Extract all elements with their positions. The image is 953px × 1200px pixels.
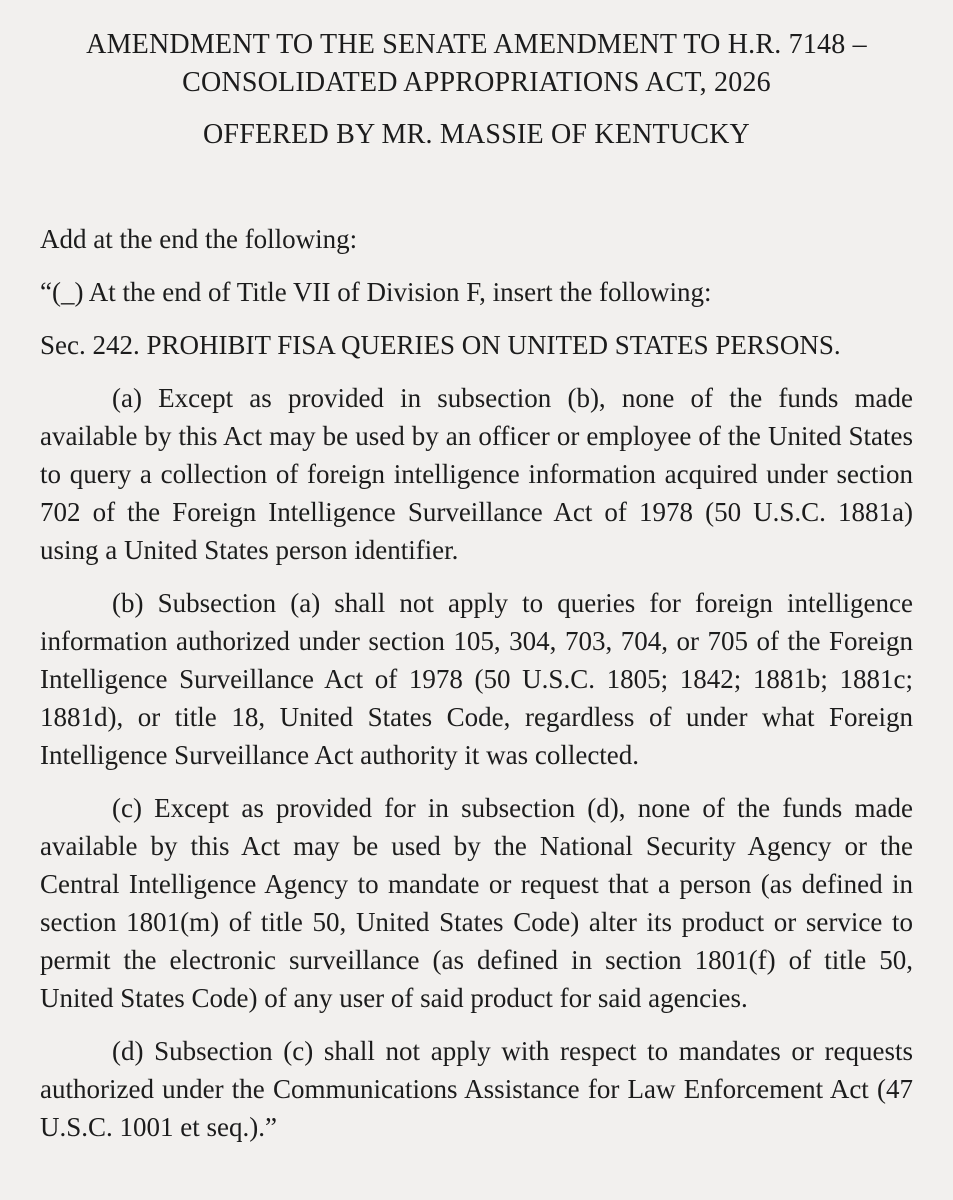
subsection-b-paragraph: (b) Subsection (a) shall not apply to queries for foreign intelligence information authorized under section 105, 304, 703, 704, or 705 of the Foreign Intelligence Surveillance Act of 1978 (50 U.S.C. 1805; 1842; 1881b; 1881c; 1881d), or title 18, United States Code, regardless of under what Foreign Intelligence Surveillance Act authority it was collected. — [40, 588, 913, 770]
subsection-c-paragraph: (c) Except as provided for in subsection (d), none of the funds made available by this Act may be used by the National Security Agency or the Central Intelligence Agency to mandate or request that a person (as defined in section 1801(m) of title 50, United States Code) alter its product or service to permit the electronic surveillance (as defined in section 1801(f) of title 50, United States Code) of any user of said product for said agencies. — [40, 793, 913, 1013]
title-line-2: CONSOLIDATED APPROPRIATIONS ACT, 2026 — [182, 67, 771, 98]
offered-by-line: OFFERED BY MR. MASSIE OF KENTUCKY — [203, 119, 750, 150]
intro-line: Add at the end the following: — [40, 224, 358, 254]
document-body — [40, 220, 913, 1146]
document-header — [40, 26, 913, 154]
subsection-a-paragraph: (a) Except as provided in subsection (b), none of the funds made available by this Act may be used by an officer or employee of the United States to query a collection of foreign intelligence information acquired under section 702 of the Foreign Intelligence Surveillance Act of 1978 (50 U.S.C. 1881a) using a United States person identifier. — [40, 383, 913, 565]
insert-instruction-line: “(_) At the end of Title VII of Division F, insert the following: — [40, 277, 712, 307]
section-heading: Sec. 242. PROHIBIT FISA QUERIES ON UNITED STATES PERSONS. — [40, 330, 841, 360]
document-title — [40, 26, 913, 102]
title-line-1: AMENDMENT TO THE SENATE AMENDMENT TO H.R. 7148 – — [86, 29, 867, 60]
subsection-d-paragraph: (d) Subsection (c) shall not apply with respect to mandates or requests authorized under the Communications Assistance for Law Enforcement Act (47 U.S.C. 1001 et seq.).” — [40, 1036, 913, 1142]
